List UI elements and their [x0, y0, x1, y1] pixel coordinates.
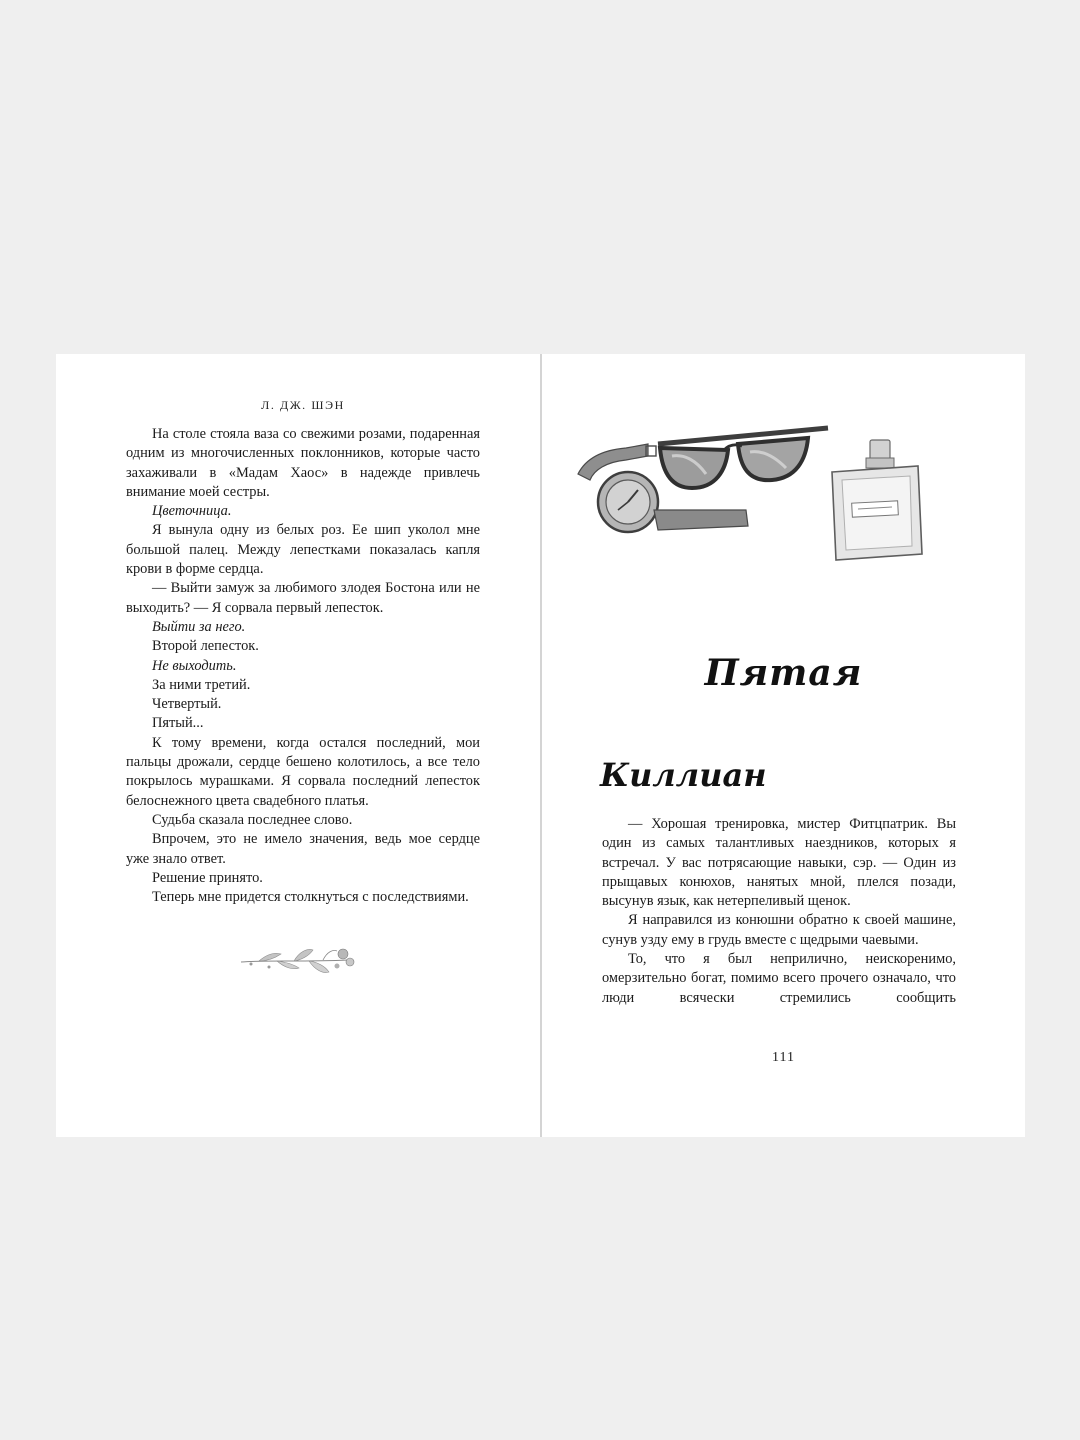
- paragraph: На столе стояла ваза со свежими розами, подаренная одним из многочисленных поклонников, которые часто захаживали в «Мадам Хаос» в надежде привлечь внимание моей сестры.: [126, 426, 480, 500]
- paragraph: Теперь мне придется столкнуться с последствиями.: [152, 889, 469, 906]
- paragraph: Пятый...: [152, 715, 204, 732]
- book-spread: [56, 354, 1025, 1137]
- paragraph: То, что я был неприлично, неискоренимо, омерзительно богат, помимо всего прочего означало, что люди всячески стремились сообщить: [602, 951, 956, 1006]
- chapter-title: Киллиан: [600, 756, 767, 794]
- paragraph: Судьба сказала последнее слово.: [152, 811, 353, 828]
- paragraph: Впрочем, это не имело значения, ведь мое сердце уже знало ответ.: [126, 831, 480, 867]
- left-page: [56, 354, 540, 1137]
- right-page-text: [602, 815, 956, 1008]
- vine-ornament: [239, 940, 363, 982]
- paragraph: — Хорошая тренировка, мистер Фитцпатрик. Вы один из самых талантливых наездников, которых я встречал. У вас потрясающие навыки, сэр. — Один из прыщавых конюхов, нанятых мной, плелся позади, высунув язык, как нетерпеливый щенок.: [602, 816, 956, 910]
- paragraph: Цветочница.: [152, 503, 232, 520]
- paragraph: Я направился из конюшни обратно к своей машине, сунув узду ему в грудь вместе с щедрыми чаевыми.: [602, 912, 956, 948]
- paragraph: — Выйти замуж за любимого злодея Бостона или не выходить? — Я сорвала первый лепесток.: [126, 580, 480, 616]
- right-page: [542, 354, 1025, 1137]
- paragraph: Второй лепесток.: [152, 638, 259, 655]
- paragraph: Четвертый.: [152, 696, 222, 713]
- perfume-bottle-icon: [832, 440, 922, 560]
- paragraph: За ними третий.: [152, 676, 251, 693]
- sunglasses-icon: [658, 428, 828, 488]
- chapter-number: Пятая: [704, 652, 863, 694]
- left-page-text: [126, 425, 480, 907]
- paragraph: Я вынула одну из белых роз. Ее шип уколол мне большой палец. Между лепестками показалась капля крови в форме сердца.: [126, 522, 480, 578]
- paragraph: Выйти за него.: [152, 618, 246, 635]
- page-number: 111: [772, 1050, 795, 1065]
- illustration: [566, 414, 946, 564]
- paragraph: Не выходить.: [152, 657, 237, 674]
- paragraph: Решение принято.: [152, 869, 263, 886]
- running-head: Л. ДЖ. ШЭН: [261, 398, 345, 412]
- paragraph: К тому времени, когда остался последний, мои пальцы дрожали, сердце бешено колотилось, а все тело покрылось мурашками. Я сорвала последний лепесток белоснежного цвета свадебного платья.: [126, 734, 480, 809]
